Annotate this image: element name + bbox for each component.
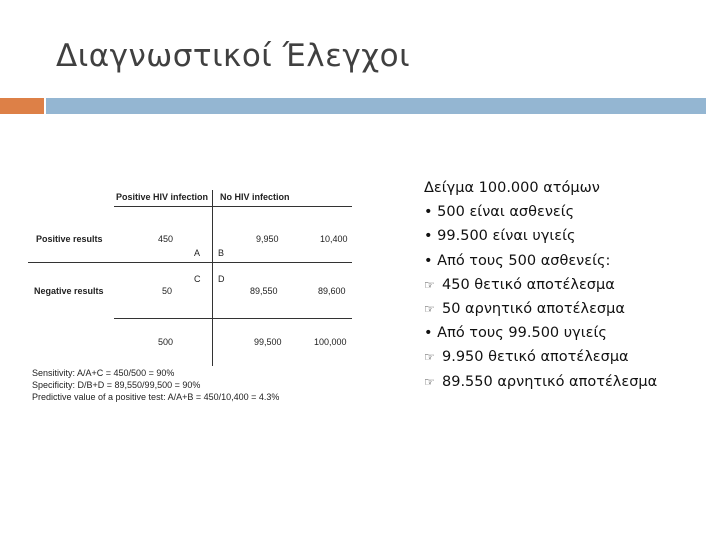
slide-title: Διαγνωστικοί Έλεγχοι	[56, 38, 411, 74]
letter-b: B	[218, 248, 225, 258]
list-item	[424, 345, 657, 369]
cell-d-value: 89,550	[250, 286, 278, 296]
specificity-formula: Specificity: D/B+D = 89,550/99,500 = 90%	[32, 380, 201, 390]
col1-total: 500	[158, 337, 174, 347]
col2-total: 99,500	[254, 337, 282, 347]
grid-line	[114, 206, 352, 207]
list-text: 500 είναι ασθενείς	[437, 204, 575, 221]
row-header-negative: Negative results	[34, 286, 104, 296]
bullet: •	[424, 325, 433, 342]
bullet: •	[424, 252, 433, 269]
hiv-test-table-figure	[28, 186, 368, 410]
cell-b-value: 9,950	[256, 234, 279, 244]
list-text: Από τους 500 ασθενείς:	[437, 252, 611, 269]
list-item	[424, 321, 657, 345]
cell-a-value: 450	[158, 234, 174, 244]
row2-total: 89,600	[318, 286, 346, 296]
pointing-hand-icon: ☞	[424, 374, 435, 389]
list-item	[424, 297, 657, 321]
list-item	[424, 249, 657, 273]
bullet: •	[424, 204, 433, 221]
row-header-positive: Positive results	[36, 234, 103, 244]
list-item	[424, 176, 657, 200]
list-item	[424, 200, 657, 224]
col-header-positive-hiv: Positive HIV infection	[116, 192, 209, 202]
grid-line	[114, 318, 352, 319]
col-header-no-hiv: No HIV infection	[220, 192, 290, 202]
list-text: Από τους 99.500 υγιείς	[437, 325, 607, 342]
list-text: 450 θετικό αποτέλεσμα	[442, 276, 615, 293]
accent-block	[0, 98, 44, 114]
title-rule	[46, 98, 706, 114]
list-text: 50 αρνητικό αποτέλεσμα	[442, 301, 625, 318]
predictive-value-formula: Predictive value of a positive test: A/A+B = 450/10,400 = 4.3%	[32, 392, 280, 402]
grand-total: 100,000	[314, 337, 347, 347]
pointing-hand-icon: ☞	[424, 350, 435, 365]
list-text: Δείγμα 100.000 ατόμων	[424, 180, 600, 196]
list-item	[424, 273, 657, 297]
row1-total: 10,400	[320, 234, 348, 244]
bullet: •	[424, 228, 433, 245]
list-text: 99.500 είναι υγιείς	[437, 228, 576, 245]
pointing-hand-icon: ☞	[424, 302, 435, 317]
sensitivity-formula: Sensitivity: A/A+C = 450/500 = 90%	[32, 368, 175, 378]
cell-c-value: 50	[162, 286, 173, 296]
letter-c: C	[194, 274, 201, 284]
text-list	[424, 176, 657, 394]
list-text: 9.950 θετικό αποτέλεσμα	[442, 349, 629, 366]
letter-a: A	[194, 248, 201, 258]
letter-d: D	[218, 274, 225, 284]
grid-line	[28, 262, 352, 263]
list-text: 89.550 αρνητικό αποτέλεσμα	[442, 373, 658, 390]
list-item	[424, 370, 657, 394]
list-item	[424, 224, 657, 248]
pointing-hand-icon: ☞	[424, 277, 435, 292]
grid-line	[212, 190, 213, 366]
